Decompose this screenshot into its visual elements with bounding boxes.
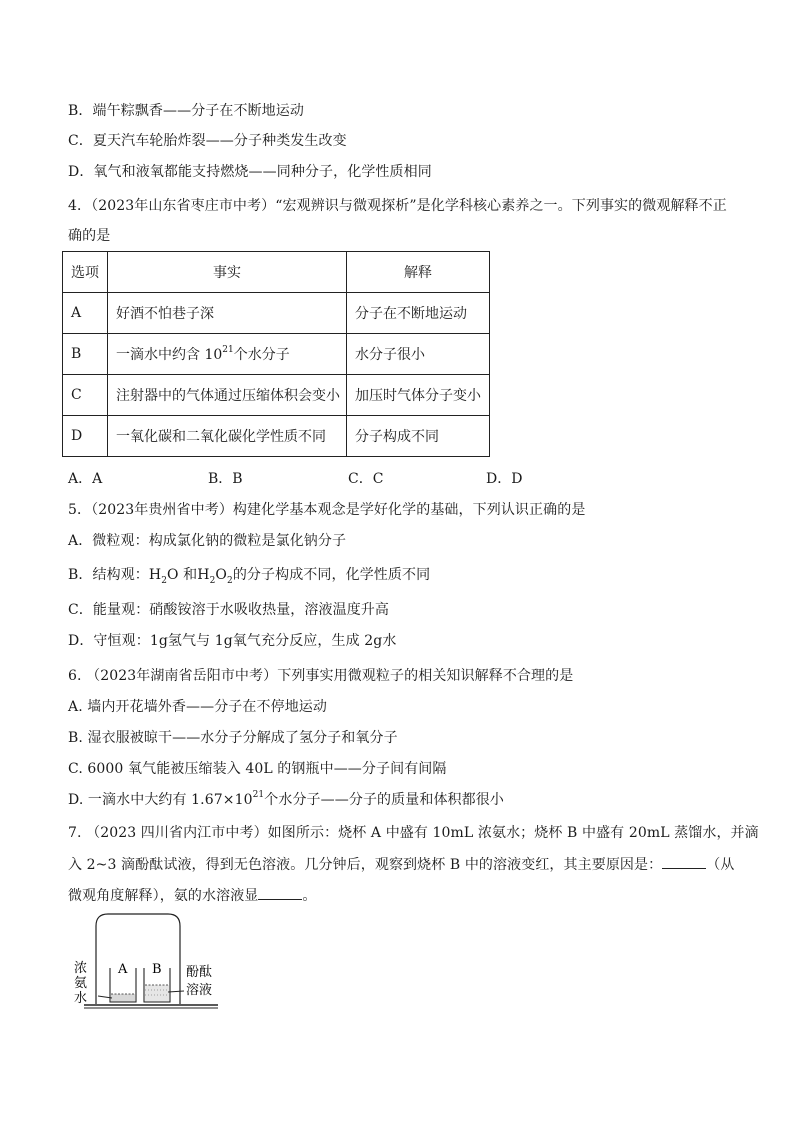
beaker-a-label: A [118, 962, 128, 977]
left-label-1: 浓 [74, 961, 88, 976]
q4-choices [68, 469, 548, 489]
row-option: B [63, 334, 108, 375]
row-explanation: 水分子很小 [347, 334, 490, 375]
q3-option-b: B．端午粽飘香——分子在不断地运动 [68, 103, 304, 119]
answer-blank-reason[interactable] [662, 854, 706, 869]
row-fact [108, 334, 347, 375]
row-explanation: 分子在不断地运动 [347, 293, 490, 334]
row-option: D [63, 416, 108, 457]
fact-text-tail: 个水分子 [233, 347, 290, 363]
table-row [63, 293, 490, 334]
right-label-1: 酚酞 [186, 965, 213, 980]
right-label-2: 溶液 [186, 983, 213, 998]
q5-option-d: D．守恒观：1g氢气与 1g氧气充分反应，生成 2g水 [68, 633, 397, 649]
row-explanation: 加压时气体分子变小 [347, 375, 490, 416]
row-fact: 好酒不怕巷子深 [108, 293, 347, 334]
row-explanation: 分子构成不同 [347, 416, 490, 457]
header-explanation: 解释 [347, 252, 490, 293]
header-fact: 事实 [108, 252, 347, 293]
q6-option-c: C. 6000 氧气能被压缩装入 40L 的钢瓶中——分子间有间隔 [68, 761, 447, 777]
q6-option-b: B. 湿衣服被晾干——水分子分解成了氢分子和氧分子 [68, 730, 398, 746]
q7-line1: 7. （2023 四川省内江市中考）如图所示：烧杯 A 中盛有 10mL 浓氨水；烧杯 B 中盛有 20mL 蒸馏水，并滴 [68, 825, 759, 841]
q4-facts-table [62, 251, 490, 457]
q4-choice-c: C．C [348, 471, 384, 487]
q4-choice-d: D．D [486, 471, 523, 487]
q7-line3: 微观角度解释），氨的水溶液显 。 [68, 885, 317, 906]
row-option: A [63, 293, 108, 334]
row-option: C [63, 375, 108, 416]
q7-beaker-diagram [68, 908, 228, 1018]
fact-exponent: 21 [222, 345, 234, 356]
row-fact: 一氧化碳和二氧化碳化学性质不同 [108, 416, 347, 457]
q6-stem: 6. （2023年湖南省岳阳市中考）下列事实用微观粒子的相关知识解释不合理的是 [68, 668, 574, 684]
fact-text: 一滴水中约含 10 [116, 347, 223, 363]
table-header-row [63, 252, 490, 293]
q3-option-c: C．夏天汽车轮胎炸裂——分子种类发生改变 [68, 133, 347, 149]
q6-option-d: D. 一滴水中大约有 $1.67\times 10^{21}$个水分子——分子的质量和体积都很小 [68, 790, 504, 808]
q3-option-d: D．氧气和液氧都能支持燃烧——同种分子，化学性质相同 [68, 164, 432, 180]
q4-choice-b: B．B [208, 471, 243, 487]
beaker-b-liquid [145, 985, 169, 1002]
table-row [63, 334, 490, 375]
q5-option-b: B．结构观：$H_2O$ 和$H_2O_2$的分子构成不同，化学性质不同 [68, 567, 431, 586]
q7-line2: 入 2~3 滴酚酞试液，得到无色溶液。几分钟后，观察到烧杯 B 中的溶液变红，其主要原因是： （从 [68, 854, 734, 875]
left-label-3: 水 [74, 991, 88, 1006]
q5-stem: 5．（2023年贵州省中考）构建化学基本观念是学好化学的基础，下列认识正确的是 [68, 502, 586, 518]
header-option: 选项 [63, 252, 108, 293]
beaker-b-label: B [152, 962, 162, 977]
q4-stem-line2: 确的是 [68, 228, 111, 244]
row-fact: 注射器中的气体通过压缩体积会变小 [108, 375, 347, 416]
beaker-a-liquid [111, 994, 135, 1002]
answer-blank-property[interactable] [258, 885, 302, 900]
q5-option-c: C．能量观：硝酸铵溶于水吸收热量，溶液温度升高 [68, 602, 390, 618]
table-row [63, 416, 490, 457]
q4-stem-line1: 4．（2023年山东省枣庄市中考）“宏观辨识与微观探析”是化学科核心素养之一。下列事实的微观解释不正 [68, 198, 727, 214]
q4-choice-a: A．A [68, 471, 103, 487]
table-row [63, 375, 490, 416]
q6-option-a: A. 墙内开花墙外香——分子在不停地运动 [68, 699, 328, 715]
q5-option-a: A．微粒观：构成氯化钠的微粒是氯化钠分子 [68, 533, 347, 549]
left-label-2: 氨 [74, 976, 88, 991]
